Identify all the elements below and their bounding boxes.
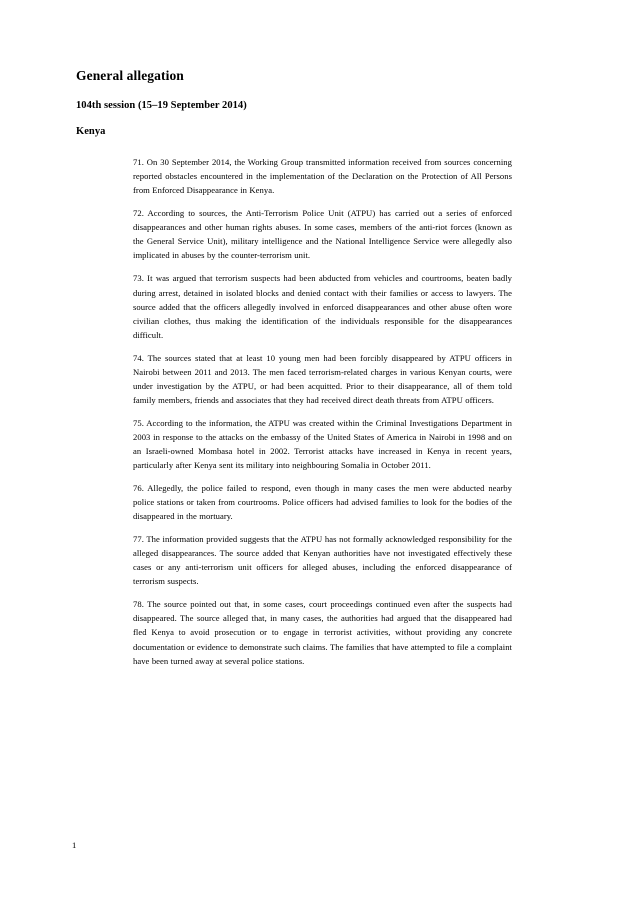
paragraph-77: 77. The information provided suggests that the ATPU has not formally acknowledged responsibility for the alleged disappearances. The source added that Kenyan authorities have not investigated effectively these cases or any anti-terrorism unit officers for alleged abuses, including the enforced disappearance of terrorism suspects.	[133, 534, 512, 587]
country-heading: Kenya	[76, 126, 106, 137]
paragraph-72: 72. According to sources, the Anti-Terrorism Police Unit (ATPU) has carried out a series of enforced disappearances and other human rights abuses. In some cases, members of the anti-riot forces (known as the General Service Unit), military intelligence and the National Intelligence Service were allegedly also implicated in abuses by the counter-terrorism unit.	[133, 208, 512, 261]
paragraph-76: 76. Allegedly, the police failed to respond, even though in many cases the men were abducted nearby police stations or taken from courtrooms. Police officers had advised families to look for the bodies of the disappeared in the mortuary.	[133, 483, 512, 522]
paragraph-78: 78. The source pointed out that, in some cases, court proceedings continued even after the suspects had disappeared. The source alleged that, in many cases, the authorities had argued that the disappeared had fled Kenya to avoid prosecution or to engage in terrorist activities, without providing any concrete documentation or evidence to demonstrate such claims. The families that have attempted to file a complaint have been turned away at several police stations.	[133, 599, 512, 666]
paragraph-block	[133, 155, 512, 668]
page-title: General allegation	[76, 68, 184, 83]
paragraph-73: 73. It was argued that terrorism suspects had been abducted from vehicles and courtrooms, beaten badly during arrest, detained in isolated blocks and denied contact with their families or access to lawyers. The source added that the officers allegedly involved in enforced disappearances and other abuse often wore civilian clothes, thus making the identification of the individuals responsible for the disappearances difficult.	[133, 273, 512, 340]
paragraph-71: 71. On 30 September 2014, the Working Group transmitted information received from sources concerning reported obstacles encountered in the implementation of the Declaration on the Protection of All Persons from Enforced Disappearance in Kenya.	[133, 157, 512, 196]
session-heading: 104th session (15–19 September 2014)	[76, 99, 247, 111]
paragraph-74: 74. The sources stated that at least 10 young men had been forcibly disappeared by ATPU officers in Nairobi between 2011 and 2013. The men faced terrorism-related charges in various Kenyan courts, were under investigation by the ATPU, or had been acquitted. Prior to their disappearance, all of them told family members, friends and associates that they had received direct death threats from ATPU officers.	[133, 352, 512, 405]
page-number: 1	[72, 840, 77, 850]
paragraph-75: 75. According to the information, the ATPU was created within the Criminal Investigations Department in 2003 in response to the attacks on the embassy of the United States of America in Nairobi in 1998 and on an Israeli-owned Mombasa hotel in 2002. Terrorist attacks have increased in Kenya in recent years, particularly after Kenya sent its military into neighbouring Somalia in October 2011.	[133, 417, 512, 471]
document-content	[76, 68, 512, 668]
